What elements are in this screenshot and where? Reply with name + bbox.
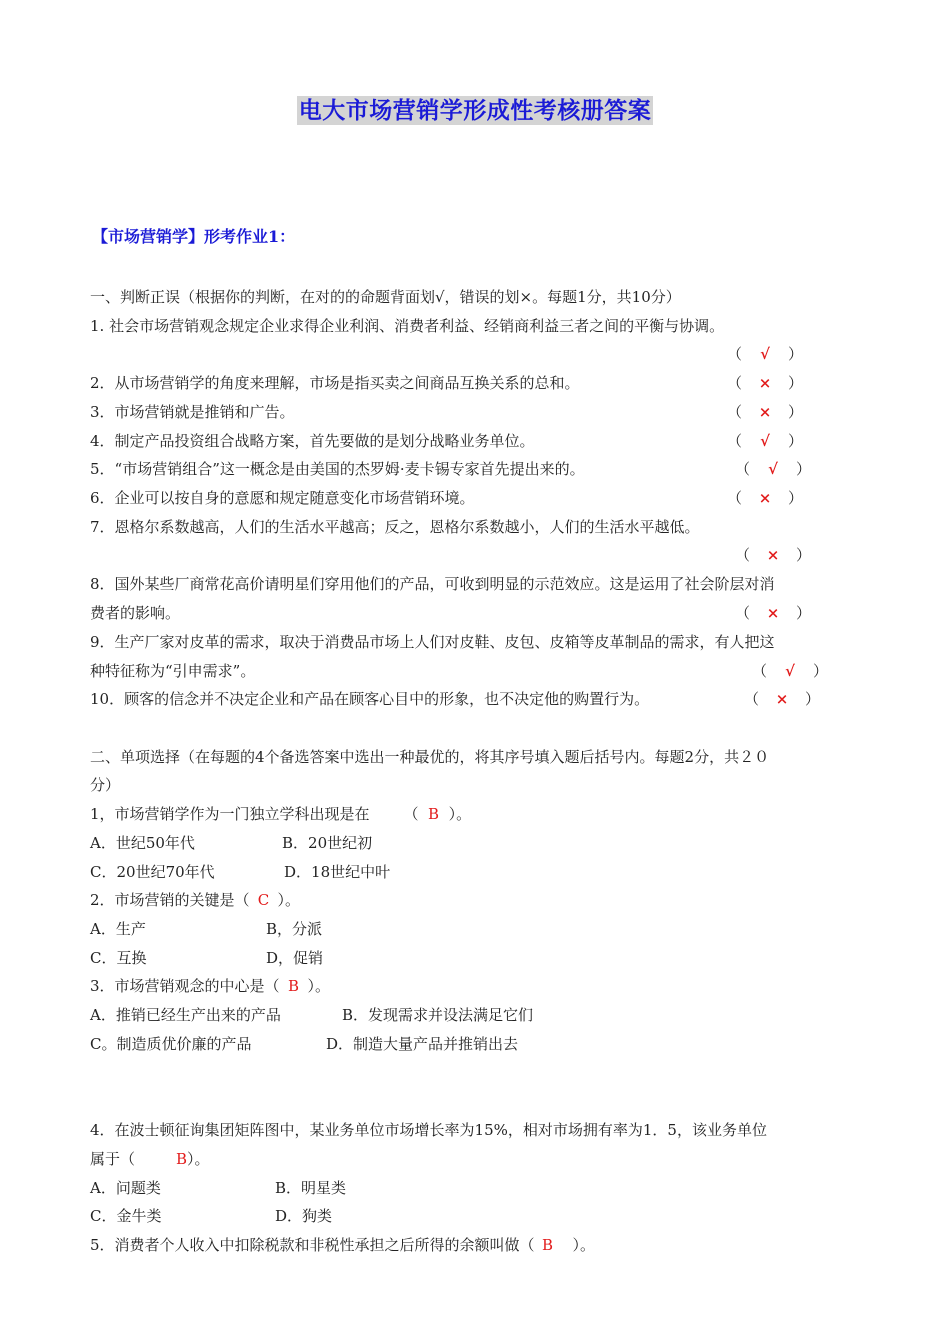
judge-item-8-cont: 费者的影响。 bbox=[90, 604, 181, 622]
judge-item-7: 7．恩格尔系数越高，人们的生活水平越高；反之，恩格尔系数越小，人们的生活水平越低。 bbox=[90, 518, 700, 536]
q3-option-a: A．推销已经生产出来的产品 bbox=[90, 1006, 281, 1024]
judge-item-8: 8．国外某些厂商常花高价请明星们穿用他们的产品，可收到明显的示范效应。这是运用了社会阶层对消 bbox=[90, 575, 775, 593]
judge-item-5: 5．“市场营销组合”这一概念是由美国的杰罗姆·麦卡锡专家首先提出来的。 bbox=[90, 460, 585, 478]
judge-item-10: 10．顾客的信念并不决定企业和产品在顾客心目中的形象，也不决定他的购置行为。 bbox=[90, 690, 650, 708]
q2-option-a: A．生产 bbox=[90, 920, 146, 938]
part1-heading: 一、判断正误（根据你的判断，在对的的命题背面划√，错误的划×。每题1分，共10分） bbox=[90, 288, 681, 306]
judge-item-3: 3．市场营销就是推销和广告。 bbox=[90, 403, 295, 421]
q4-option-c: C．金牛类 bbox=[90, 1207, 162, 1225]
judge-answer-3: （ × ） bbox=[727, 403, 804, 421]
q3-option-b: B．发现需求并设法满足它们 bbox=[342, 1006, 534, 1024]
q4-option-b: B．明星类 bbox=[275, 1179, 347, 1197]
judge-item-4: 4．制定产品投资组合战略方案，首先要做的是划分战略业务单位。 bbox=[90, 432, 535, 450]
judge-answer-4: （ √ ） bbox=[727, 432, 804, 450]
choice-q4-cont: 属于（ B）。 bbox=[90, 1150, 210, 1168]
choice-q5: 5．消费者个人收入中扣除税款和非税性承担之后所得的余额叫做（ B ）。 bbox=[90, 1236, 596, 1254]
choice-q4: 4．在波士顿征询集团矩阵图中，某业务单位市场增长率为15%，相对市场拥有率为1．5，该业务单位 bbox=[90, 1121, 767, 1139]
judge-item-6: 6．企业可以按自身的意愿和规定随意变化市场营销环境。 bbox=[90, 489, 475, 507]
judge-answer-6: （ × ） bbox=[727, 489, 804, 507]
q2-option-d: D，促销 bbox=[266, 949, 324, 967]
judge-answer-2: （ × ） bbox=[727, 374, 804, 392]
q2-option-b: B，分派 bbox=[266, 920, 323, 938]
judge-answer-5: （ √ ） bbox=[735, 460, 812, 478]
judge-item-9-cont: 种特征称为“引申需求”。 bbox=[90, 662, 256, 680]
q1-option-d: D．18世纪中叶 bbox=[284, 863, 391, 881]
q2-option-c: C．互换 bbox=[90, 949, 147, 967]
choice-q1: 1，市场营销学作为一门独立学科出现是在 （ B ）。 bbox=[90, 805, 472, 823]
judge-answer-7: （ × ） bbox=[735, 546, 812, 564]
document-title: 电大市场营销学形成性考核册答案 bbox=[298, 97, 652, 124]
judge-item-2: 2．从市场营销学的角度来理解，市场是指买卖之间商品互换关系的总和。 bbox=[90, 374, 580, 392]
judge-answer-1: （ √ ） bbox=[727, 345, 804, 363]
choice-q2: 2．市场营销的关键是（ C ）。 bbox=[90, 891, 301, 909]
judge-answer-10: （ × ） bbox=[744, 690, 821, 708]
choice-q3: 3．市场营销观念的中心是（ B ）。 bbox=[90, 977, 331, 995]
section-title: 【市场营销学】形考作业1： bbox=[92, 227, 296, 246]
q3-option-c: C。制造质优价廉的产品 bbox=[90, 1035, 252, 1053]
q1-option-a: A．世纪50年代 bbox=[90, 834, 195, 852]
judge-item-9: 9．生产厂家对皮革的需求，取决于消费品市场上人们对皮鞋、皮包、皮箱等皮革制品的需求，有人把这 bbox=[90, 633, 775, 651]
judge-item-1: 1. 社会市场营销观念规定企业求得企业利润、消费者利益、经销商利益三者之间的平衡与协调。 bbox=[90, 317, 725, 335]
q1-option-c: C．20世纪70年代 bbox=[90, 863, 215, 881]
part2-heading: 二、单项选择（在每题的4个备选答案中选出一种最优的，将其序号填入题后括号内。每题2分，共２０ bbox=[90, 748, 770, 766]
part2-heading-cont: 分） bbox=[90, 776, 121, 794]
q4-option-a: A．问题类 bbox=[90, 1179, 161, 1197]
q4-option-d: D．狗类 bbox=[275, 1207, 333, 1225]
judge-answer-8: （ × ） bbox=[735, 604, 812, 622]
judge-answer-9: （ √ ） bbox=[752, 662, 829, 680]
q3-option-d: D．制造大量产品并推销出去 bbox=[326, 1035, 519, 1053]
q1-option-b: B．20世纪初 bbox=[282, 834, 373, 852]
